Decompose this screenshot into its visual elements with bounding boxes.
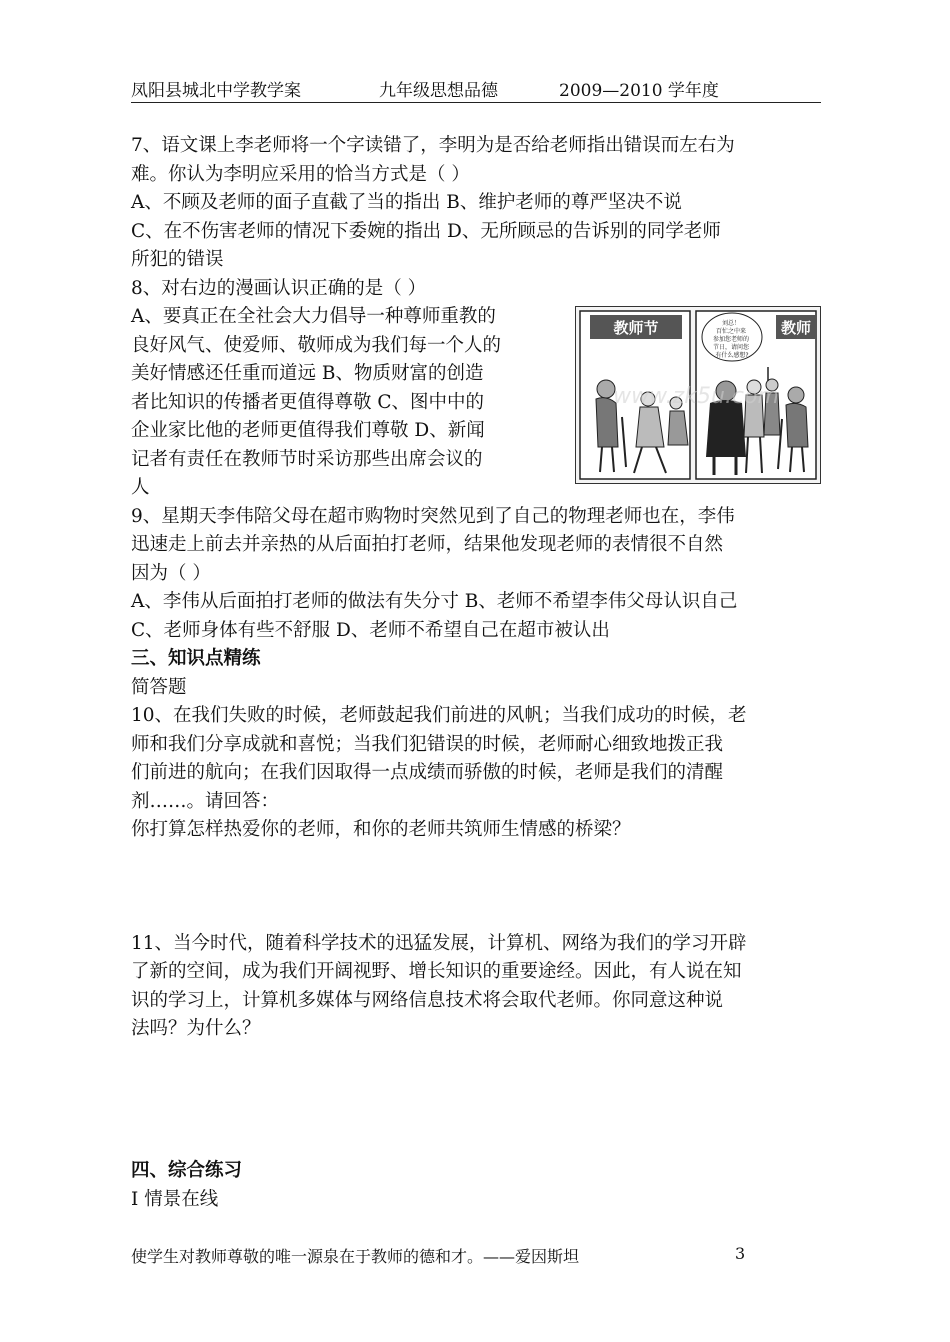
q7-line-5: 所犯的错误	[131, 249, 224, 270]
q10-question: 你打算怎样热爱你的老师，和你的老师共筑师生情感的桥梁？	[131, 819, 631, 840]
q8-line-5: 者比知识的传播者更值得尊敬 C、图中中的	[131, 392, 485, 413]
header-school: 凤阳县城北中学教学案	[131, 81, 301, 101]
banner-left-text: 教师节	[613, 319, 659, 337]
banner-right-text: 教师	[780, 319, 812, 337]
q8-line-3: 良好风气、使爱师、敬师成为我们每一个人的	[131, 335, 502, 356]
q9-line-1: 9、星期天李伟陪父母在超市购物时突然见到了自己的物理老师也在，李伟	[131, 506, 735, 527]
q9-option-a-b: A、李伟从后面拍打老师的做法有失分寸 B、老师不希望李伟父母认识自己	[131, 591, 738, 612]
section-4-subtitle: Ⅰ 情景在线	[131, 1189, 219, 1210]
q9-line-3: 因为（ ）	[131, 563, 211, 584]
q11-line-4: 法吗？为什么？	[131, 1018, 261, 1039]
q10-line-1: 10、在我们失败的时候，老师鼓起我们前进的风帆；当我们成功的时候，老	[131, 705, 747, 726]
q8-line-8: 人	[131, 477, 150, 498]
q7-line-2: 难。你认为李明应采用的恰当方式是（ ）	[131, 164, 470, 185]
q11-line-3: 识的学习上，计算机多媒体与网络信息技术将会取代老师。你同意这种说	[131, 990, 724, 1011]
page-header	[131, 72, 821, 103]
q8-line-7: 记者有责任在教师节时采访那些出席会议的	[131, 449, 483, 470]
speech-bubble-text: 刘总！ 百忙之中来 参加您老师的 节日，请问您 有什么感想?	[713, 320, 750, 359]
q8-line-2: A、要真正在全社会大力倡导一种尊师重教的	[131, 306, 496, 327]
q11-line-2: 了新的空间，成为我们开阔视野、增长知识的重要途经。因此，有人说在知	[131, 961, 742, 982]
q7-option-c-d: C、在不伤害老师的情况下委婉的指出 D、无所顾忌的告诉别的同学老师	[131, 221, 721, 242]
q9-line-2: 迅速走上前去并亲热的从后面拍打老师，结果他发现老师的表情很不自然	[131, 534, 724, 555]
watermark-text: www.zk5u.com	[613, 384, 779, 409]
q7-option-a-b: A、不顾及老师的面子直截了当的指出 B、维护老师的尊严坚决不说	[131, 192, 682, 213]
header-subject: 九年级思想品德	[379, 81, 498, 101]
section-3-subtitle: 简答题	[131, 677, 187, 698]
q11-line-1: 11、当今时代，随着科学技术的迅猛发展，计算机、网络为我们的学习开辟	[131, 933, 747, 954]
q8-line-1: 8、对右边的漫画认识正确的是（ ）	[131, 278, 427, 299]
q8-line-6: 企业家比他的老师更值得我们尊敬 D、新闻	[131, 420, 485, 441]
q10-line-3: 们前进的航向；在我们因取得一点成绩而骄傲的时候，老师是我们的清醒	[131, 762, 724, 783]
section-3-title: 三、知识点精练	[131, 648, 261, 669]
section-4-title: 四、综合练习	[131, 1160, 243, 1181]
q9-option-c-d: C、老师身体有些不舒服 D、老师不希望自己在超市被认出	[131, 620, 610, 641]
cartoon-image	[575, 306, 821, 484]
footer-quote: 使学生对教师尊敬的唯一源泉在于教师的德和才。——爱因斯坦	[131, 1247, 580, 1266]
q10-line-2: 师和我们分享成就和喜悦；当我们犯错误的时候，老师耐心细致地拨正我	[131, 734, 724, 755]
q8-line-4: 美好情感还任重而道远 B、物质财富的创造	[131, 363, 484, 384]
header-year: 2009—2010 学年度	[559, 81, 719, 101]
q10-line-4: 剂……。请回答：	[131, 791, 280, 812]
page-number: 3	[735, 1244, 746, 1263]
q7-line-1: 7、语文课上李老师将一个字读错了，李明为是否给老师指出错误而左右为	[131, 135, 735, 156]
cartoon-drawing	[576, 307, 820, 483]
